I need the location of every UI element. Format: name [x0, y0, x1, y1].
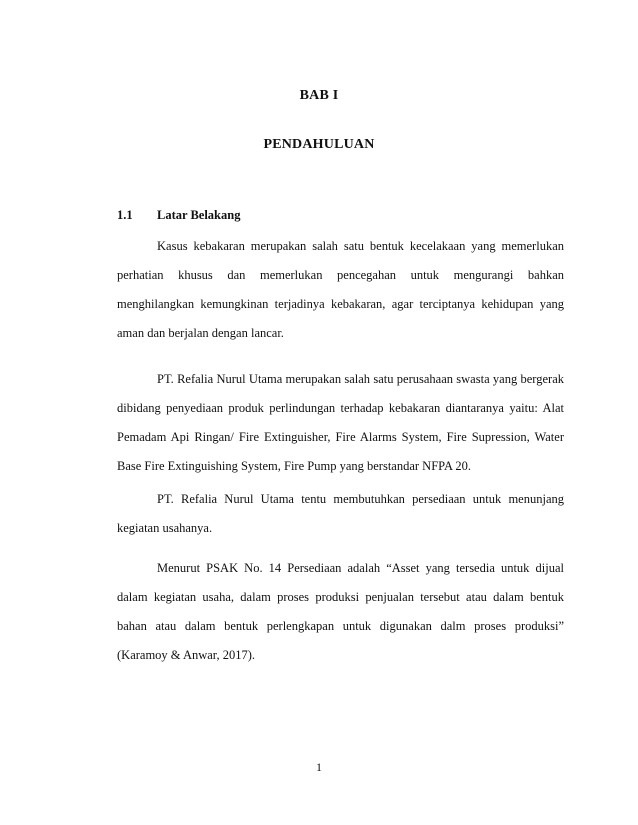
paragraph: PT. Refalia Nurul Utama merupakan salah satu perusahaan swasta yang bergerak dibidang penyediaan produk perlindungan terhadap kebakaran diantaranya yaitu: Alat Pemadam Api Ringan/ Fire Extinguisher, Fire Alarms System, Fire Supression, Water Base Fire Extinguishing System, Fire Pump yang berstandar NFPA 20.	[117, 372, 564, 473]
page-number: 1	[316, 760, 322, 774]
paragraph: PT. Refalia Nurul Utama tentu membutuhkan persediaan untuk menunjang kegiatan usahanya.	[117, 492, 564, 535]
section-heading	[117, 208, 240, 223]
paragraph: Kasus kebakaran merupakan salah satu bentuk kecelakaan yang memerlukan perhatian khusus dan memerlukan pencegahan untuk mengurangi bahkan menghilangkan kemungkinan terjadinya kebakaran, agar terciptanya kehidupan yang aman dan berjalan dengan lancar.	[117, 239, 564, 340]
chapter-label: BAB I	[299, 88, 339, 103]
section-number: 1.1	[117, 208, 133, 222]
chapter-title: PENDAHULUAN	[263, 137, 375, 152]
section-title: Latar Belakang	[157, 208, 241, 222]
paragraph: Menurut PSAK No. 14 Persediaan adalah “Asset yang tersedia untuk dijual dalam kegiatan usaha, dalam proses produksi penjualan tersebut atau dalam bentuk bahan atau dalam bentuk perlengkapan untuk digunakan dalm proses produksi” (Karamoy & Anwar, 2017).	[117, 561, 564, 662]
